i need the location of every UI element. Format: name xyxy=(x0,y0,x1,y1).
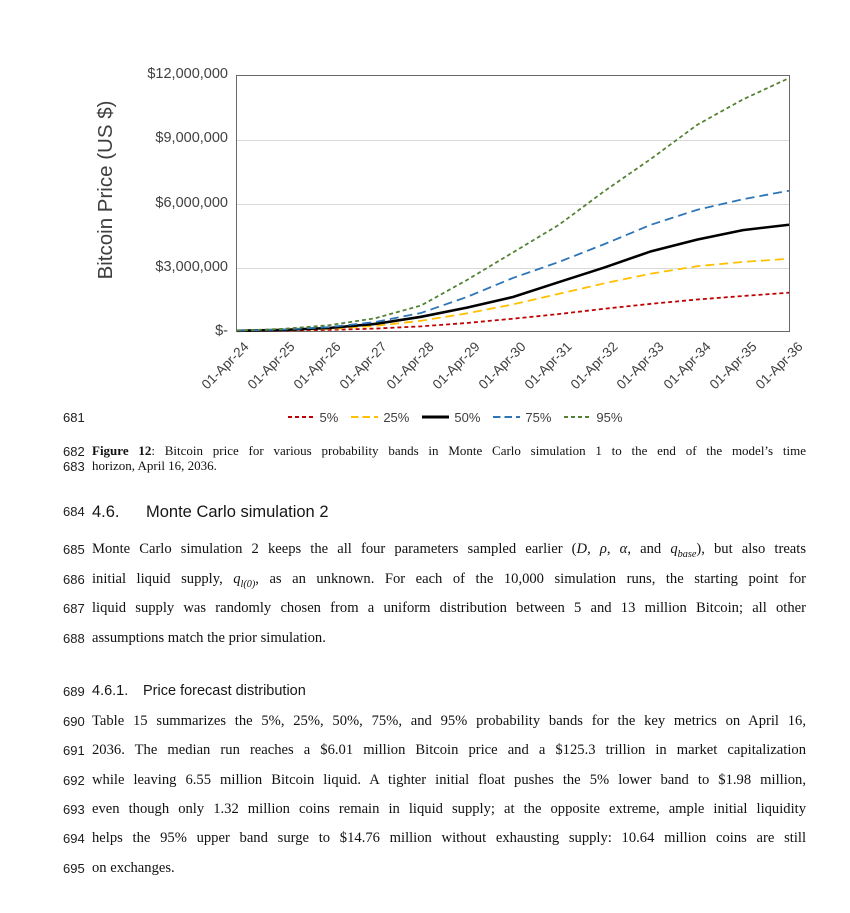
x-tick-label: 01-Apr-31 xyxy=(521,339,575,393)
x-tick-label: 01-Apr-25 xyxy=(244,339,298,393)
body-text-line: liquid supply was randomly chosen from a uniform distribution between 5 and 13 million Bitcoin; all other xyxy=(92,600,806,616)
x-tick-label: 01-Apr-36 xyxy=(752,339,806,393)
legend-swatch xyxy=(493,414,520,420)
x-tick-label: 01-Apr-24 xyxy=(198,339,252,393)
line-number: 695 xyxy=(63,860,85,876)
figure-chart xyxy=(0,0,850,440)
line-number: 682 xyxy=(63,444,85,459)
series-line-95% xyxy=(237,78,789,331)
legend-label: 95% xyxy=(596,409,623,425)
y-tick-label: $- xyxy=(215,323,228,339)
line-number: 692 xyxy=(63,772,85,788)
line-number: 691 xyxy=(63,743,85,759)
line-number: 690 xyxy=(63,714,85,729)
line-number: 694 xyxy=(63,831,85,847)
legend-label: 5% xyxy=(319,409,339,425)
legend-item-25% xyxy=(351,410,409,425)
legend-item-75% xyxy=(493,410,551,425)
body-text-line: 2036. The median run reaches a $6.01 million Bitcoin price and a $125.3 trillion in market capitalization xyxy=(92,742,806,759)
x-tick-label: 01-Apr-29 xyxy=(429,339,483,393)
body-text-line: even though only 1.32 million coins remain in liquid supply; at the opposite extreme, ample initial liquidity xyxy=(92,800,806,817)
line-number: 688 xyxy=(63,630,85,646)
line-number: 683 xyxy=(63,459,85,474)
chart-plot-area xyxy=(236,75,790,332)
x-tick-label: 01-Apr-35 xyxy=(706,339,760,393)
legend-label: 50% xyxy=(454,409,481,425)
line-number: 686 xyxy=(63,571,85,587)
line-number: 687 xyxy=(63,601,85,616)
x-tick-label: 01-Apr-32 xyxy=(567,339,621,393)
body-text-line: while leaving 6.55 million Bitcoin liquid. A tighter initial float pushes the 5% lower band to $1.98 million, xyxy=(92,771,806,788)
series-line-5% xyxy=(237,293,789,331)
line-number: 684 xyxy=(63,504,85,519)
legend-swatch xyxy=(351,414,378,420)
series-line-75% xyxy=(237,191,789,331)
section-heading xyxy=(92,503,806,523)
legend-swatch xyxy=(564,414,591,420)
series-line-25% xyxy=(237,259,789,331)
body-text-line: helps the 95% upper band surge to $14.76 million without exhausting supply: 10.64 million coins are still xyxy=(92,830,806,847)
body-text-line: assumptions match the prior simulation. xyxy=(92,629,326,646)
heading-title: Monte Carlo simulation 2 xyxy=(146,503,329,521)
heading-number: 4.6.1. xyxy=(92,683,129,699)
legend-item-95% xyxy=(564,410,622,425)
chart-legend xyxy=(120,408,790,426)
x-tick-label: 01-Apr-27 xyxy=(337,339,391,393)
body-text-line: Table 15 summarizes the 5%, 25%, 50%, 75%, and 95% probability bands for the key metrics on April 16, xyxy=(92,713,806,729)
line-number: 689 xyxy=(63,684,85,699)
x-tick-label: 01-Apr-30 xyxy=(475,339,529,393)
legend-label: 25% xyxy=(383,409,410,425)
y-tick-label: $3,000,000 xyxy=(155,258,228,275)
heading-title: Price forecast distribution xyxy=(143,683,306,699)
figure-caption-line: Figure 12: Bitcoin price for various probability bands in Monte Carlo simulation 1 to the end of the model’s time xyxy=(92,443,806,458)
body-text-line: initial liquid supply, $q_{l(0)}$, as an unknown. For each of the 10,000 simulation runs, the starting point for xyxy=(92,570,807,590)
legend-swatch xyxy=(288,414,315,420)
line-number: 685 xyxy=(63,542,85,557)
figure-caption-line: horizon, April 16, 2036. xyxy=(92,458,217,473)
body-text-line: Monte Carlo simulation 2 keeps the all four parameters sampled earlier (D, ρ, α, and $q_{base}$), but also treats xyxy=(92,541,807,560)
y-tick-label: $6,000,000 xyxy=(155,194,228,211)
line-number: 681 xyxy=(63,410,85,425)
legend-item-5% xyxy=(288,410,339,425)
legend-swatch xyxy=(422,414,449,420)
y-tick-label: $9,000,000 xyxy=(155,130,228,147)
legend-label: 75% xyxy=(525,409,552,425)
x-tick-label: 01-Apr-28 xyxy=(383,339,437,393)
subsection-heading xyxy=(92,683,806,700)
x-tick-label: 01-Apr-34 xyxy=(660,339,714,393)
legend-item-50% xyxy=(422,410,480,425)
x-tick-label: 01-Apr-26 xyxy=(290,339,344,393)
x-tick-label: 01-Apr-33 xyxy=(614,339,668,393)
line-number: 693 xyxy=(63,801,85,817)
chart-series-svg xyxy=(237,76,789,331)
y-axis-title: Bitcoin Price (US $) xyxy=(94,100,117,280)
heading-number: 4.6. xyxy=(92,503,120,521)
y-tick-label: $12,000,000 xyxy=(147,66,228,82)
body-text-line: on exchanges. xyxy=(92,859,175,876)
